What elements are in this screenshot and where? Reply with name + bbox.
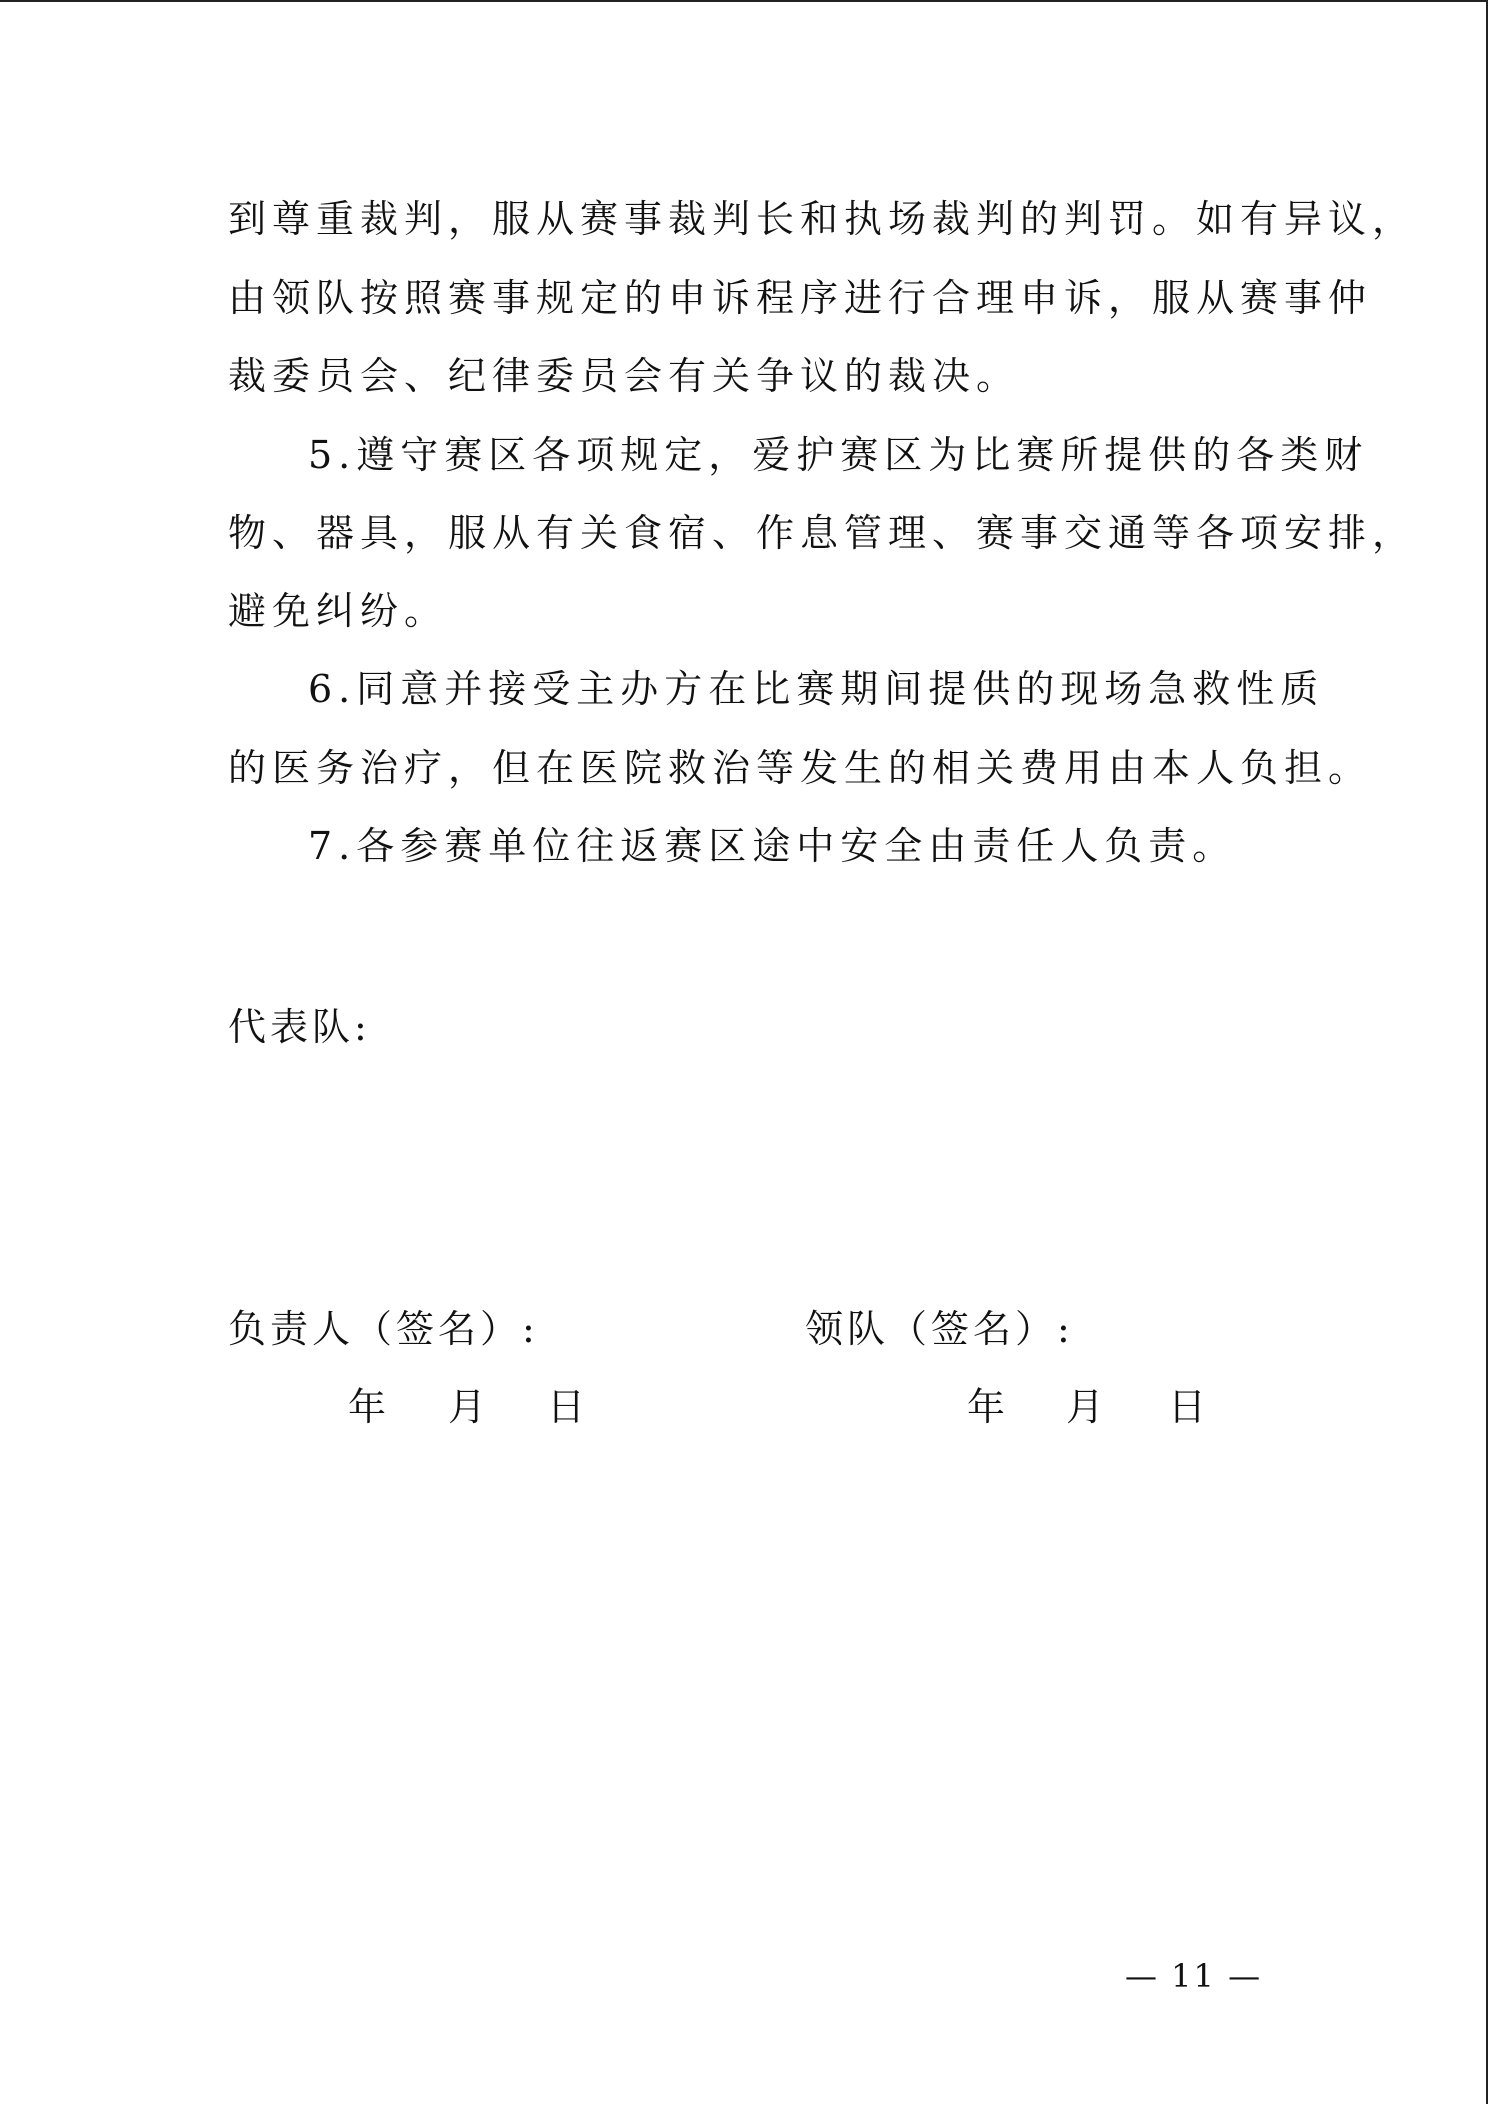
body-line-1: 到尊重裁判，服从赛事裁判长和执场裁判的判罚。如有异议，: [228, 197, 1417, 241]
responsible-signature-label: 负责人（签名）:: [228, 1307, 539, 1351]
page-number: — 11 —: [1125, 1957, 1263, 1995]
responsible-date-year: 年: [348, 1385, 387, 1429]
leader-date-month: 月: [1066, 1385, 1105, 1429]
body-line-8: 的医务治疗，但在医院救治等发生的相关费用由本人负担。: [228, 746, 1373, 790]
leader-signature-label: 领队（签名）:: [805, 1307, 1074, 1351]
body-line-6: 避免纠纷。: [228, 589, 449, 633]
body-line-7: 6.同意并接受主办方在比赛期间提供的现场急救性质: [308, 667, 1325, 711]
body-line-5: 物、器具，服从有关食宿、作息管理、赛事交通等各项安排，: [228, 511, 1417, 555]
responsible-date-day: 日: [547, 1385, 586, 1429]
responsible-date-month: 月: [448, 1385, 487, 1429]
leader-date-year: 年: [967, 1385, 1006, 1429]
body-line-9: 7.各参赛单位往返赛区途中安全由责任人负责。: [308, 824, 1237, 868]
team-label: 代表队:: [228, 1005, 371, 1049]
leader-date-day: 日: [1168, 1385, 1207, 1429]
body-line-3: 裁委员会、纪律委员会有关争议的裁决。: [228, 354, 1021, 398]
body-line-4: 5.遵守赛区各项规定，爱护赛区为比赛所提供的各类财: [308, 433, 1369, 477]
body-line-2: 由领队按照赛事规定的申诉程序进行合理申诉，服从赛事仲: [228, 276, 1373, 320]
